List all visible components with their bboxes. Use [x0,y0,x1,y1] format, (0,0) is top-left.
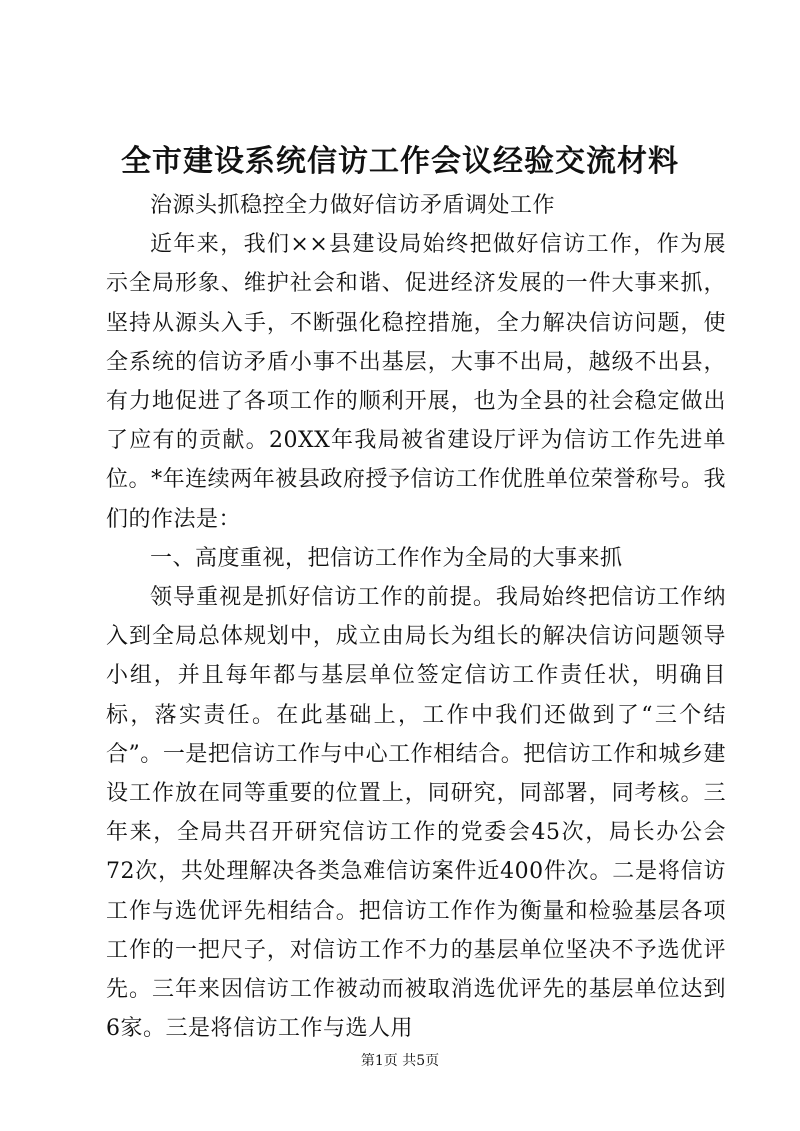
body-paragraph: 领导重视是抓好信访工作的前提。我局始终把信访工作纳入到全局总体规划中，成立由局长为组长的解决信访问题领导小组，并且每年都与基层单位签定信访工作责任状，明确目标，落实责任。在此基础上，工作中我们还做到了“三个结合”。一是把信访工作与中心工作相结合。把信访工作和城乡建设工作放在同等重要的位置上，同研究，同部署，同考核。三年来，全局共召开研究信访工作的党委会45次，局长办公会72次，共处理解决各类急难信访案件近400件次。二是将信访工作与选优评先相结合。把信访工作作为衡量和检验基层各项工作的一把尺子，对信访工作不力的基层单位坚决不予选优评先。三年来因信访工作被动而被取消选优评先的基层单位达到6家。三是将信访工作与选人用 [106,585,726,1042]
page-footer: 第1页 共5页 [360,1053,440,1069]
section-heading: 一、高度重视，把信访工作作为全局的大事来抓 [150,545,623,571]
document-body [106,186,726,1048]
subtitle-paragraph: 治源头抓稳控全力做好信访矛盾调处工作 [150,193,556,218]
intro-paragraph: 近年来，我们××县建设局始终把做好信访工作，作为展示全局形象、维护社会和谐、促进经济发展的一件大事来抓，坚持从源头入手，不断强化稳控措施，全力解决信访问题，使全系统的信访矛盾小事不出基层，大事不出局，越级不出县，有力地促进了各项工作的顺利开展，也为全县的社会稳定做出了应有的贡献。20XX年我局被省建设厅评为信访工作先进单位。*年连续两年被县政府授予信访工作优胜单位荣誉称号。我们的作法是： [106,232,726,532]
document-title: 全市建设系统信访工作会议经验交流材料 [121,144,679,179]
